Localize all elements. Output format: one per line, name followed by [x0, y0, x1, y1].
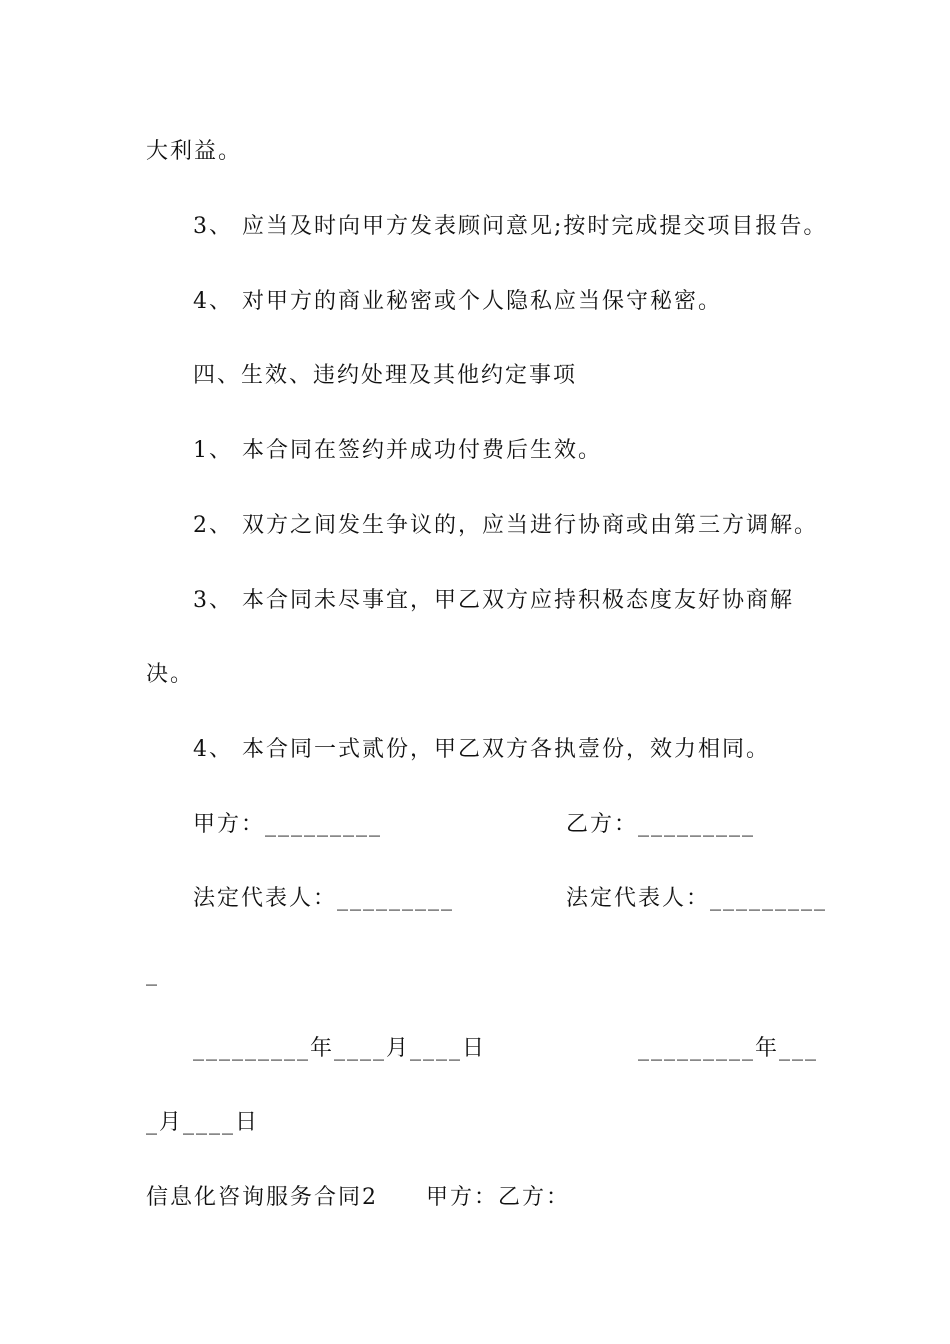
text-line-9: 4、 本合同一式贰份，甲乙双方各执壹份，效力相同。	[193, 737, 770, 762]
rep-a-label: 法定代表人：_________	[193, 886, 455, 911]
party-b-label: 乙方：_________	[566, 812, 756, 837]
text-line-6: 2、 双方之间发生争议的，应当进行协商或由第三方调解。	[193, 513, 818, 538]
rep-b-label: 法定代表人：_________	[566, 886, 828, 911]
date-a-line: _________年____月____日	[193, 1036, 487, 1061]
text-line-3: 4、 对甲方的商业秘密或个人隐私应当保守秘密。	[193, 289, 722, 314]
next-contract-title: 信息化咨询服务合同2 甲方：乙方：	[146, 1185, 570, 1210]
text-line-7: 3、 本合同未尽事宜，甲乙双方应持积极态度友好协商解	[193, 588, 794, 613]
date-b-line: _________年___	[638, 1036, 819, 1061]
text-line-1: 大利益。	[146, 139, 243, 164]
text-line-5: 1、 本合同在签约并成功付费后生效。	[193, 438, 602, 463]
rep-b-wrap: _	[146, 961, 159, 986]
party-a-label: 甲方：_________	[193, 812, 383, 837]
text-line-2: 3、 应当及时向甲方发表顾问意见;按时完成提交项目报告。	[193, 214, 828, 239]
text-line-8: 决。	[146, 662, 195, 687]
section-heading: 四、生效、违约处理及其他约定事项	[193, 363, 578, 388]
date-b-wrap: _月____日	[146, 1110, 260, 1135]
